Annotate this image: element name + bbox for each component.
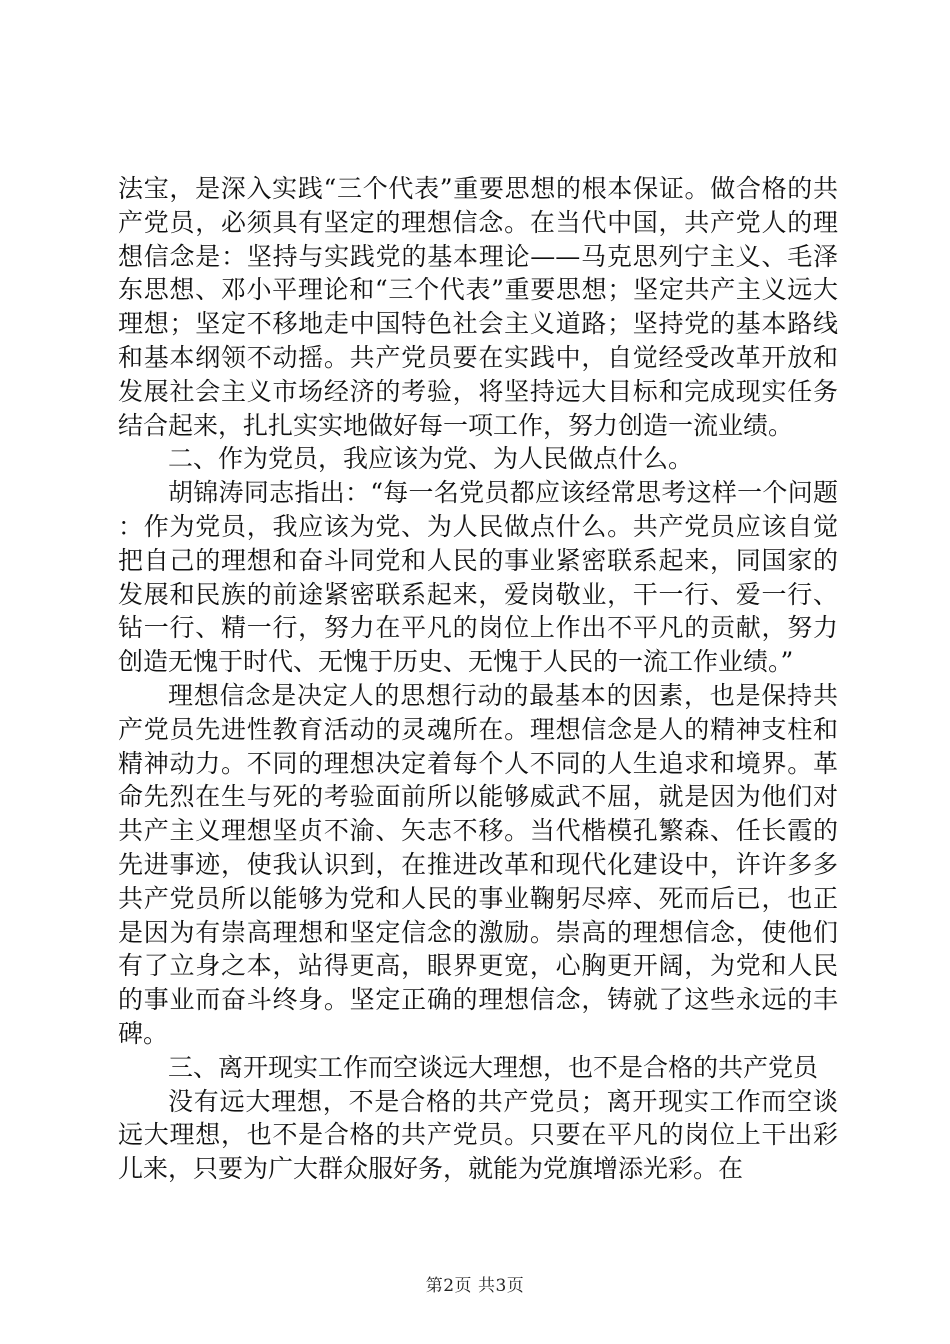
body-paragraph: 没有远大理想，不是合格的共产党员；离开现实工作而空谈远大理想，也不是合格的共产党员。只要在平凡的岗位上干出彩儿来，只要为广大群众服好务，就能为党旗增添光彩。在	[118, 1086, 838, 1184]
body-paragraph: 理想信念是决定人的思想行动的最基本的因素，也是保持共产党员先进性教育活动的灵魂所在。理想信念是人的精神支柱和精神动力。不同的理想决定着每个人不同的人生追求和境界。革命先烈在生与死的考验面前所以能够威武不屈，就是因为他们对共产主义理想坚贞不渝、矢志不移。当代楷模孔繁森、任长霞的先进事迹，使我认识到，在推进改革和现代化建设中，许许多多共产党员所以能够为党和人民的事业鞠躬尽瘁、死而后已，也正是因为有崇高理想和坚定信念的激励。崇高的理想信念，使他们有了立身之本，站得更高，眼界更宽，心胸更开阔，为党和人民的事业而奋斗终身。坚定正确的理想信念，铸就了这些永远的丰碑。	[118, 680, 838, 1048]
section-heading-2: 二、作为党员，我应该为党、为人民做点什么。	[168, 444, 694, 474]
body-paragraph: 法宝，是深入实践“三个代表”重要思想的根本保证。做合格的共产党员，必须具有坚定的理想信念。在当代中国，共产党人的理想信念是：坚持与实践党的基本理论——马克思列宁主义、毛泽东思想、邓小平理论和“三个代表”重要思想；坚定共产主义远大理想；坚定不移地走中国特色社会主义道路；坚持党的基本路线和基本纲领不动摇。共产党员要在实践中，自觉经受改革开放和发展社会主义市场经济的考验，将坚持远大目标和完成现实任务结合起来，扎扎实实地做好每一项工作，努力创造一流业绩。	[118, 174, 838, 440]
page-number-footer: 第2页 共3页	[425, 1276, 525, 1296]
section-heading-3: 三、离开现实工作而空谈远大理想，也不是合格的共产党员	[168, 1052, 819, 1082]
body-paragraph: 胡锦涛同志指出：“每一名党员都应该经常思考这样一个问题：作为党员，我应该为党、为人民做点什么。共产党员应该自觉把自己的理想和奋斗同党和人民的事业紧密联系起来，同国家的发展和民族的前途紧密联系起来，爱岗敬业，干一行、爱一行、钻一行、精一行，努力在平凡的岗位上作出不平凡的贡献，努力创造无愧于时代、无愧于历史、无愧于人民的一流工作业绩。”	[118, 478, 838, 677]
document-body	[118, 172, 838, 1186]
